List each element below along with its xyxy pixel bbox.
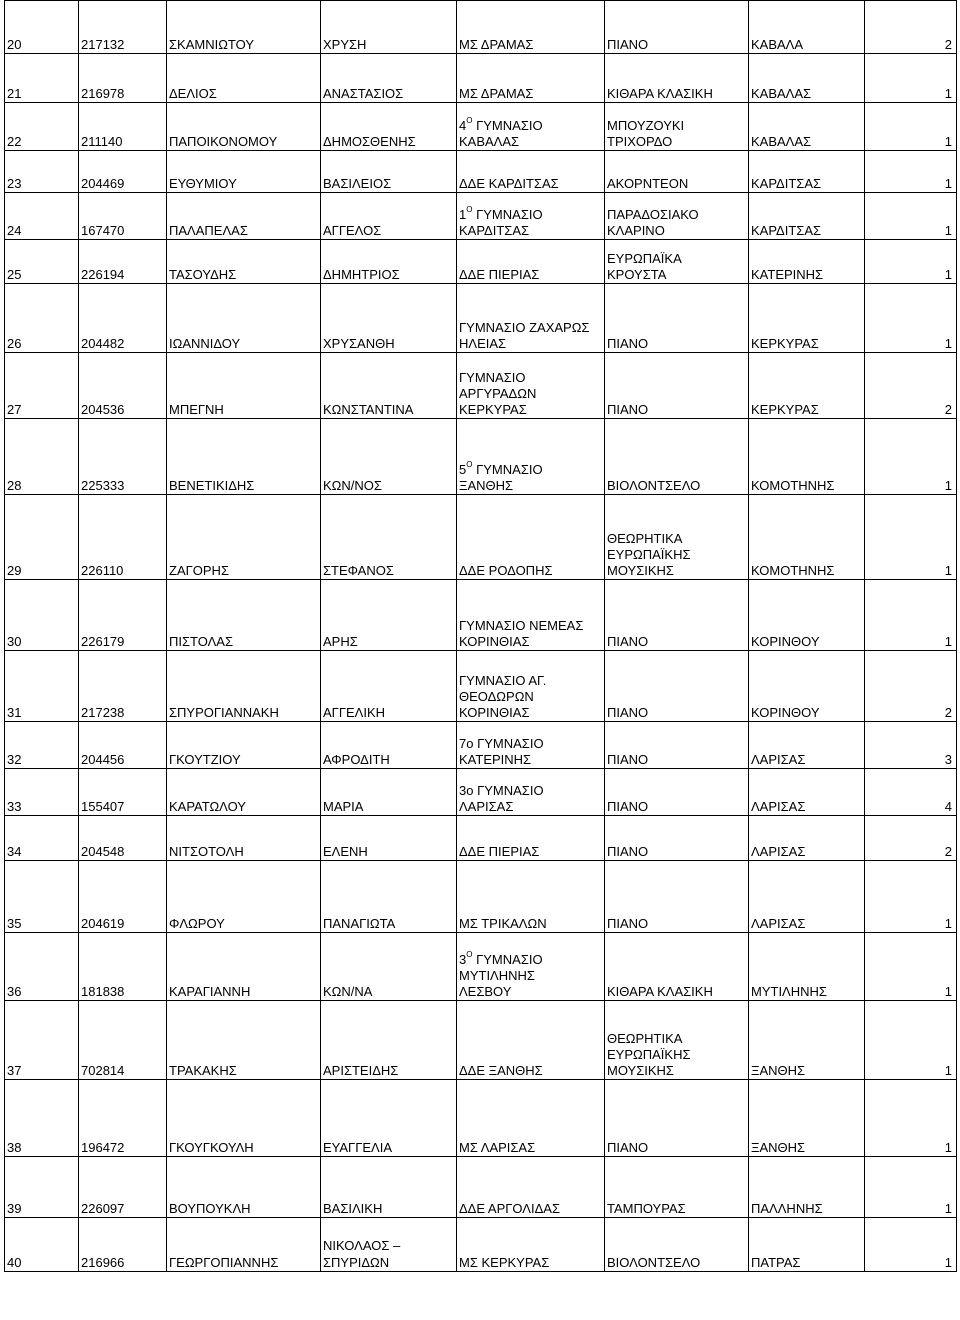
school-line — [459, 968, 600, 984]
name-cell: ΣΤΕΦΑΝΟΣ — [321, 495, 457, 580]
school-cell — [457, 651, 605, 722]
school-text: ΔΔΕ ΚΑΡΔΙΤΣΑΣ — [459, 176, 559, 191]
instrument-line: ΠΙΑΝΟ — [607, 844, 649, 859]
code-cell: 181838 — [79, 933, 167, 1001]
count-cell: 1 — [865, 1080, 957, 1157]
name-cell: ΑΡΗΣ — [321, 580, 457, 651]
surname-cell: ΤΑΣΟΥΔΗΣ — [167, 240, 321, 284]
row-number: 32 — [5, 722, 79, 769]
table-row — [5, 1218, 957, 1272]
school-ordinal: 4 — [459, 118, 467, 133]
name-cell: ΑΝΑΣΤΑΣΙΟΣ — [321, 54, 457, 103]
school-text: ΓΥΜΝΑΣΙΟ — [476, 952, 543, 967]
instrument-line: ΤΡΙΧΟΡΔΟ — [607, 134, 673, 149]
school-cell — [457, 1001, 605, 1080]
name-cell: ΧΡΥΣΗ — [321, 1, 457, 54]
school-cell — [457, 193, 605, 240]
name-cell: ΕΥΑΓΓΕΛΙΑ — [321, 1080, 457, 1157]
city-cell: ΚΟΡΙΝΘΟΥ — [749, 580, 865, 651]
school-cell — [457, 54, 605, 103]
count-cell: 1 — [865, 54, 957, 103]
table-row — [5, 769, 957, 816]
school-ordinal-sup: Ο — [466, 205, 473, 214]
school-text: ΜΣ ΛΑΡΙΣΑΣ — [459, 1140, 536, 1155]
instrument-line: ΠΙΑΝΟ — [607, 402, 649, 417]
instrument-line: ΠΙΑΝΟ — [607, 634, 649, 649]
instrument-line: ΒΙΟΛΟΝΤΣΕΛΟ — [607, 1255, 701, 1270]
instrument-line: ΕΥΡΩΠΑΪΚΗΣ — [607, 547, 691, 562]
city-cell: ΛΑΡΙΣΑΣ — [749, 861, 865, 933]
row-number: 25 — [5, 240, 79, 284]
city-cell: ΛΑΡΙΣΑΣ — [749, 816, 865, 861]
row-number: 39 — [5, 1157, 79, 1218]
city-cell: ΛΑΡΙΣΑΣ — [749, 769, 865, 816]
city-cell: ΚΟΜΟΤΗΝΗΣ — [749, 495, 865, 580]
row-number: 33 — [5, 769, 79, 816]
school-cell — [457, 284, 605, 353]
instrument-cell — [605, 54, 749, 103]
city-cell: ΠΑΛΛΗΝΗΣ — [749, 1157, 865, 1218]
school-text: ΓΥΜΝΑΣΙΟ — [476, 462, 543, 477]
school-text: ΘΕΟΔΩΡΩΝ — [459, 689, 534, 704]
school-text: ΞΑΝΘΗΣ — [459, 478, 514, 493]
instrument-line: ΠΙΑΝΟ — [607, 705, 649, 720]
school-text: ΚΕΡΚΥΡΑΣ — [459, 402, 527, 417]
city-cell: ΚΕΡΚΥΡΑΣ — [749, 284, 865, 353]
instrument-cell — [605, 240, 749, 284]
row-number: 20 — [5, 1, 79, 54]
row-number: 40 — [5, 1218, 79, 1272]
school-line — [459, 673, 600, 689]
count-cell: 1 — [865, 103, 957, 151]
city-cell: ΛΑΡΙΣΑΣ — [749, 722, 865, 769]
school-text: ΑΡΓΥΡΑΔΩΝ — [459, 386, 537, 401]
table-row — [5, 495, 957, 580]
school-text: ΗΛΕΙΑΣ — [459, 336, 507, 351]
school-line — [459, 267, 600, 283]
count-cell: 1 — [865, 861, 957, 933]
table-row — [5, 1, 957, 54]
school-line — [459, 799, 600, 815]
instrument-cell — [605, 651, 749, 722]
code-cell: 217132 — [79, 1, 167, 54]
row-number: 26 — [5, 284, 79, 353]
count-cell: 2 — [865, 1, 957, 54]
count-cell: 3 — [865, 722, 957, 769]
count-cell: 1 — [865, 1157, 957, 1218]
instrument-line: ΕΥΡΩΠΑΪΚΑ — [607, 251, 682, 266]
school-cell — [457, 1, 605, 54]
table-row — [5, 54, 957, 103]
surname-cell: ΝΙΤΣΟΤΟΛΗ — [167, 816, 321, 861]
school-line — [459, 736, 600, 752]
city-cell: ΚΑΡΔΙΤΣΑΣ — [749, 193, 865, 240]
instrument-line: ΒΙΟΛΟΝΤΣΕΛΟ — [607, 478, 701, 493]
school-line — [459, 783, 600, 799]
instrument-line: ΘΕΩΡΗΤΙΚΑ — [607, 1031, 683, 1046]
school-line — [459, 563, 600, 579]
school-text: ΜΣ ΔΡΑΜΑΣ — [459, 37, 534, 52]
school-line — [459, 618, 600, 634]
school-line — [459, 86, 600, 102]
code-cell: 204469 — [79, 151, 167, 193]
count-cell: 2 — [865, 651, 957, 722]
school-line — [459, 37, 600, 53]
school-ordinal: 3 — [459, 952, 467, 967]
instrument-line: ΤΑΜΠΟΥΡΑΣ — [607, 1201, 686, 1216]
school-text: ΜΣ ΔΡΑΜΑΣ — [459, 86, 534, 101]
name-cell: ΝΙΚΟΛΑΟΣ – ΣΠΥΡΙΔΩΝ — [321, 1218, 457, 1272]
school-cell — [457, 1157, 605, 1218]
table-row — [5, 353, 957, 419]
code-cell: 702814 — [79, 1001, 167, 1080]
instrument-line: ΠΙΑΝΟ — [607, 1140, 649, 1155]
row-number: 28 — [5, 419, 79, 495]
surname-cell: ΤΡΑΚΑΚΗΣ — [167, 1001, 321, 1080]
name-cell: ΒΑΣΙΛΕΙΟΣ — [321, 151, 457, 193]
code-cell: 216978 — [79, 54, 167, 103]
name-cell: ΑΓΓΕΛΙΚΗ — [321, 651, 457, 722]
school-line — [459, 1201, 600, 1217]
school-line — [459, 462, 600, 478]
school-cell — [457, 151, 605, 193]
surname-cell: ΣΠΥΡΟΓΙΑΝΝΑΚΗ — [167, 651, 321, 722]
code-cell: 167470 — [79, 193, 167, 240]
name-cell: ΑΓΓΕΛΟΣ — [321, 193, 457, 240]
row-number: 22 — [5, 103, 79, 151]
instrument-line: ΕΥΡΩΠΑΪΚΗΣ — [607, 1047, 691, 1062]
school-ordinal-sup: Ο — [466, 950, 473, 959]
school-line — [459, 134, 600, 150]
code-cell: 225333 — [79, 419, 167, 495]
table-row — [5, 151, 957, 193]
table-row — [5, 933, 957, 1001]
school-line — [459, 336, 600, 352]
instrument-line: ΠΙΑΝΟ — [607, 752, 649, 767]
city-cell: ΚΑΒΑΛΑΣ — [749, 54, 865, 103]
name-cell: ΕΛΕΝΗ — [321, 816, 457, 861]
instrument-line: ΚΛΑΡΙΝΟ — [607, 223, 665, 238]
name-cell: ΠΑΝΑΓΙΩΤΑ — [321, 861, 457, 933]
row-number: 34 — [5, 816, 79, 861]
instrument-cell — [605, 1157, 749, 1218]
table-row — [5, 1001, 957, 1080]
count-cell: 1 — [865, 495, 957, 580]
table-body — [5, 1, 957, 1272]
school-line — [459, 223, 600, 239]
row-number: 21 — [5, 54, 79, 103]
school-line — [459, 689, 600, 705]
instrument-line: ΜΠΟΥΖΟΥΚΙ — [607, 118, 685, 133]
school-text: 3ο ΓΥΜΝΑΣΙΟ — [459, 783, 544, 798]
code-cell: 204482 — [79, 284, 167, 353]
surname-cell: ΒΕΝΕΤΙΚΙΔΗΣ — [167, 419, 321, 495]
school-ordinal: 5 — [459, 462, 467, 477]
instrument-line: ΠΙΑΝΟ — [607, 916, 649, 931]
surname-cell: ΕΥΘΥΜΙΟΥ — [167, 151, 321, 193]
count-cell: 1 — [865, 933, 957, 1001]
surname-cell: ΚΑΡΑΤΩΛΟΥ — [167, 769, 321, 816]
table-row — [5, 1080, 957, 1157]
school-line — [459, 634, 600, 650]
school-cell — [457, 769, 605, 816]
school-text: ΚΑΤΕΡΙΝΗΣ — [459, 752, 532, 767]
row-number: 31 — [5, 651, 79, 722]
code-cell: 196472 — [79, 1080, 167, 1157]
school-line — [459, 370, 600, 386]
city-cell: ΜΥΤΙΛΗΝΗΣ — [749, 933, 865, 1001]
table-row — [5, 816, 957, 861]
surname-cell: ΓΕΩΡΓΟΠΙΑΝΝΗΣ — [167, 1218, 321, 1272]
instrument-cell — [605, 861, 749, 933]
count-cell: 1 — [865, 419, 957, 495]
code-cell: 204536 — [79, 353, 167, 419]
instrument-line: ΚΙΘΑΡΑ ΚΛΑΣΙΚΗ — [607, 984, 713, 999]
instrument-cell — [605, 1080, 749, 1157]
row-number: 36 — [5, 933, 79, 1001]
school-text: ΜΥΤΙΛΗΝΗΣ — [459, 968, 535, 983]
name-cell: ΚΩΝ/ΝΟΣ — [321, 419, 457, 495]
code-cell: 226194 — [79, 240, 167, 284]
surname-cell: ΠΑΛΑΠΕΛΑΣ — [167, 193, 321, 240]
city-cell: ΚΑΒΑΛΑΣ — [749, 103, 865, 151]
city-cell: ΚΑΒΑΛΑ — [749, 1, 865, 54]
surname-cell: ΒΟΥΠΟΥΚΛΗ — [167, 1157, 321, 1218]
school-line — [459, 1063, 600, 1079]
school-line — [459, 1140, 600, 1156]
school-cell — [457, 816, 605, 861]
table-row — [5, 651, 957, 722]
school-text: ΓΥΜΝΑΣΙΟ ΖΑΧΑΡΩΣ — [459, 320, 590, 335]
name-cell: ΚΩΝ/ΝΑ — [321, 933, 457, 1001]
school-cell — [457, 419, 605, 495]
surname-cell: ΙΩΑΝΝΙΔΟΥ — [167, 284, 321, 353]
school-text: 7ο ΓΥΜΝΑΣΙΟ — [459, 736, 544, 751]
code-cell: 216966 — [79, 1218, 167, 1272]
table-row — [5, 1157, 957, 1218]
surname-cell: ΚΑΡΑΓΙΑΝΝΗ — [167, 933, 321, 1001]
instrument-line: ΜΟΥΣΙΚΗΣ — [607, 563, 674, 578]
code-cell: 204619 — [79, 861, 167, 933]
surname-cell: ΔΕΛΙΟΣ — [167, 54, 321, 103]
school-text: ΔΔΕ ΠΙΕΡΙΑΣ — [459, 267, 540, 282]
school-cell — [457, 861, 605, 933]
school-text: ΜΣ ΚΕΡΚΥΡΑΣ — [459, 1255, 550, 1270]
city-cell: ΚΑΤΕΡΙΝΗΣ — [749, 240, 865, 284]
surname-cell: ΜΠΕΓΝΗ — [167, 353, 321, 419]
school-text: ΓΥΜΝΑΣΙΟ ΝΕΜΕΑΣ — [459, 618, 584, 633]
instrument-cell — [605, 103, 749, 151]
school-text: ΚΑΡΔΙΤΣΑΣ — [459, 223, 530, 238]
instrument-cell — [605, 933, 749, 1001]
instrument-cell — [605, 353, 749, 419]
school-text: ΓΥΜΝΑΣΙΟ — [476, 118, 543, 133]
surname-cell: ΣΚΑΜΝΙΩΤΟΥ — [167, 1, 321, 54]
city-cell: ΚΑΡΔΙΤΣΑΣ — [749, 151, 865, 193]
count-cell: 1 — [865, 193, 957, 240]
school-cell — [457, 1218, 605, 1272]
school-cell — [457, 240, 605, 284]
city-cell: ΠΑΤΡΑΣ — [749, 1218, 865, 1272]
school-text: ΓΥΜΝΑΣΙΟ ΑΓ. — [459, 673, 547, 688]
school-line — [459, 320, 600, 336]
row-number: 27 — [5, 353, 79, 419]
instrument-line: ΠΙΑΝΟ — [607, 336, 649, 351]
city-cell: ΞΑΝΘΗΣ — [749, 1001, 865, 1080]
count-cell: 4 — [865, 769, 957, 816]
school-line — [459, 1255, 600, 1271]
school-cell — [457, 353, 605, 419]
instrument-cell — [605, 284, 749, 353]
name-cell: ΚΩΝΣΤΑΝΤΙΝΑ — [321, 353, 457, 419]
surname-cell: ΦΛΩΡΟΥ — [167, 861, 321, 933]
instrument-cell — [605, 769, 749, 816]
table-row — [5, 722, 957, 769]
instrument-line: ΑΚΟΡΝΤΕΟΝ — [607, 176, 689, 191]
city-cell: ΞΑΝΘΗΣ — [749, 1080, 865, 1157]
instrument-cell — [605, 495, 749, 580]
surname-cell: ΠΙΣΤΟΛΑΣ — [167, 580, 321, 651]
instrument-line: ΠΑΡΑΔΟΣΙΑΚΟ — [607, 207, 699, 222]
school-line — [459, 478, 600, 494]
instrument-line: ΠΙΑΝΟ — [607, 37, 649, 52]
row-number: 38 — [5, 1080, 79, 1157]
school-line — [459, 402, 600, 418]
row-number: 37 — [5, 1001, 79, 1080]
school-line — [459, 844, 600, 860]
row-number: 23 — [5, 151, 79, 193]
instrument-cell — [605, 193, 749, 240]
row-number: 30 — [5, 580, 79, 651]
school-text: ΚΟΡΙΝΘΙΑΣ — [459, 634, 530, 649]
count-cell: 1 — [865, 580, 957, 651]
city-cell: ΚΟΡΙΝΘΟΥ — [749, 651, 865, 722]
code-cell: 226179 — [79, 580, 167, 651]
school-line — [459, 952, 600, 968]
school-line — [459, 176, 600, 192]
instrument-cell — [605, 722, 749, 769]
school-ordinal: 1 — [459, 207, 467, 222]
school-text: ΔΔΕ ΠΙΕΡΙΑΣ — [459, 844, 540, 859]
school-text: ΓΥΜΝΑΣΙΟ — [459, 370, 526, 385]
instrument-line: ΠΙΑΝΟ — [607, 799, 649, 814]
instrument-line: ΘΕΩΡΗΤΙΚΑ — [607, 531, 683, 546]
name-cell: ΒΑΣΙΛΙΚΗ — [321, 1157, 457, 1218]
school-text: ΛΕΣΒΟΥ — [459, 984, 512, 999]
code-cell: 226097 — [79, 1157, 167, 1218]
instrument-cell — [605, 419, 749, 495]
row-number: 29 — [5, 495, 79, 580]
name-cell: ΜΑΡΙΑ — [321, 769, 457, 816]
instrument-line: ΚΡΟΥΣΤΑ — [607, 267, 667, 282]
school-text: ΔΔΕ ΡΟΔΟΠΗΣ — [459, 563, 553, 578]
school-text: ΚΟΡΙΝΘΙΑΣ — [459, 705, 530, 720]
surname-cell: ΠΑΠΟΙΚΟΝΟΜΟΥ — [167, 103, 321, 151]
count-cell: 1 — [865, 1001, 957, 1080]
table-row — [5, 240, 957, 284]
instrument-cell — [605, 1218, 749, 1272]
results-table — [4, 0, 957, 1272]
code-cell: 211140 — [79, 103, 167, 151]
table-row — [5, 861, 957, 933]
school-cell — [457, 722, 605, 769]
surname-cell: ΓΚΟΥΤΖΙΟΥ — [167, 722, 321, 769]
table-row — [5, 580, 957, 651]
instrument-cell — [605, 1001, 749, 1080]
school-line — [459, 752, 600, 768]
count-cell: 1 — [865, 151, 957, 193]
school-text: ΛΑΡΙΣΑΣ — [459, 799, 514, 814]
table-row — [5, 103, 957, 151]
table-row — [5, 419, 957, 495]
instrument-cell — [605, 580, 749, 651]
school-ordinal-sup: Ο — [466, 460, 473, 469]
school-cell — [457, 103, 605, 151]
school-cell — [457, 933, 605, 1001]
instrument-cell — [605, 151, 749, 193]
school-text: ΔΔΕ ΞΑΝΘΗΣ — [459, 1063, 543, 1078]
code-cell: 226110 — [79, 495, 167, 580]
code-cell: 204456 — [79, 722, 167, 769]
instrument-line: ΜΟΥΣΙΚΗΣ — [607, 1063, 674, 1078]
count-cell: 2 — [865, 353, 957, 419]
code-cell: 217238 — [79, 651, 167, 722]
code-cell: 155407 — [79, 769, 167, 816]
school-text: ΓΥΜΝΑΣΙΟ — [476, 207, 543, 222]
instrument-line: ΚΙΘΑΡΑ ΚΛΑΣΙΚΗ — [607, 86, 713, 101]
count-cell: 1 — [865, 240, 957, 284]
name-cell: ΑΡΙΣΤΕΙΔΗΣ — [321, 1001, 457, 1080]
school-text: ΚΑΒΑΛΑΣ — [459, 134, 520, 149]
school-cell — [457, 1080, 605, 1157]
count-cell: 2 — [865, 816, 957, 861]
table-row — [5, 193, 957, 240]
table-row — [5, 284, 957, 353]
surname-cell: ΖΑΓΟΡΗΣ — [167, 495, 321, 580]
count-cell: 1 — [865, 284, 957, 353]
school-line — [459, 118, 600, 134]
school-cell — [457, 580, 605, 651]
code-cell: 204548 — [79, 816, 167, 861]
surname-cell: ΓΚΟΥΓΚΟΥΛΗ — [167, 1080, 321, 1157]
school-ordinal-sup: Ο — [466, 116, 473, 125]
row-number: 24 — [5, 193, 79, 240]
name-cell: ΧΡΥΣΑΝΘΗ — [321, 284, 457, 353]
school-text: ΔΔΕ ΑΡΓΟΛΙΔΑΣ — [459, 1201, 560, 1216]
instrument-cell — [605, 1, 749, 54]
city-cell: ΚΕΡΚΥΡΑΣ — [749, 353, 865, 419]
school-line — [459, 207, 600, 223]
school-line — [459, 984, 600, 1000]
school-line — [459, 386, 600, 402]
school-line — [459, 916, 600, 932]
school-cell — [457, 495, 605, 580]
name-cell: ΔΗΜΗΤΡΙΟΣ — [321, 240, 457, 284]
count-cell: 1 — [865, 1218, 957, 1272]
instrument-cell — [605, 816, 749, 861]
city-cell: ΚΟΜΟΤΗΝΗΣ — [749, 419, 865, 495]
school-text: ΜΣ ΤΡΙΚΑΛΩΝ — [459, 916, 547, 931]
school-line — [459, 705, 600, 721]
name-cell: ΔΗΜΟΣΘΕΝΗΣ — [321, 103, 457, 151]
name-cell: ΑΦΡΟΔΙΤΗ — [321, 722, 457, 769]
row-number: 35 — [5, 861, 79, 933]
